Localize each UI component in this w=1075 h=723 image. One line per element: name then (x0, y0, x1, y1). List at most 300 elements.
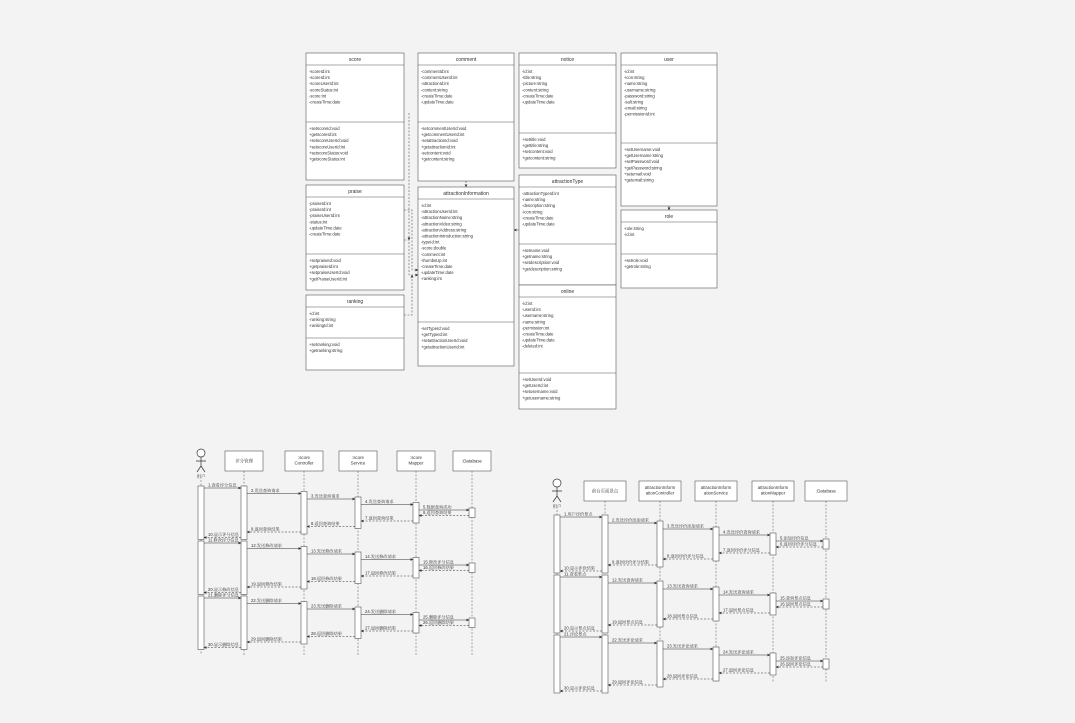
activation-bar (241, 596, 247, 650)
class-title: online (560, 289, 575, 295)
message-label: 3.发送评价添加请求 (667, 523, 704, 529)
activation-bar (823, 659, 829, 669)
message-label: 2.发送查询请求 (251, 488, 280, 493)
activation-bar (355, 497, 361, 529)
class-method: +getranking:string (309, 348, 343, 354)
message-arrow (361, 570, 413, 577)
class-attribute: -typeId:int (421, 239, 440, 245)
class-attribute: -content:string (522, 87, 549, 93)
actor-label: 用户 (196, 474, 206, 479)
class-attribute: -username:string (624, 87, 656, 93)
activation-bar (198, 486, 204, 540)
class-attribute: -attractionName:string (421, 215, 463, 221)
class-attribute: -email:string (624, 105, 647, 111)
message-label: 17.返回修改结果 (365, 570, 396, 576)
message-arrow (608, 559, 657, 566)
lifeline-header (453, 451, 491, 471)
class-attribute: -permissionId:int (624, 111, 655, 117)
message-label: 10.显示评分信息 (208, 532, 239, 537)
activation-bar (198, 541, 204, 595)
class-attribute: -id:int (624, 232, 635, 238)
message-label: 16.返回修改结果 (423, 565, 454, 570)
message-arrow (560, 511, 602, 518)
class-attribute: -description:string (522, 203, 556, 209)
activation-bar (413, 503, 419, 524)
activation-bar (657, 521, 663, 567)
message-label: 6.返回查询结果 (423, 510, 452, 515)
message-arrow (307, 575, 355, 582)
lifeline-label-line: ationMapper (760, 490, 786, 496)
class-method: +getcontent:string (421, 156, 455, 162)
message-label: 2.发送评价添加请求 (612, 517, 649, 523)
lifeline-label-line: :score (298, 455, 310, 460)
class-method: +getUserId:int (522, 383, 549, 389)
activation-bar (469, 563, 475, 573)
class-attribute: -commentId:int (421, 69, 449, 74)
class-box-score (306, 53, 404, 180)
class-attribute: -createTime:date (309, 99, 341, 105)
class-method: +setemail:void (624, 171, 651, 177)
lifeline-label-line: Mapper (408, 460, 424, 466)
message-label: 5.数据查询成功 (423, 504, 452, 510)
class-box-comment (418, 53, 514, 181)
message-arrow (247, 597, 301, 604)
class-method: +setname:void (522, 248, 550, 253)
class-attribute: -rankingId:int (309, 323, 334, 329)
class-method: +setcontent:void (522, 149, 553, 155)
lifeline-header (695, 481, 737, 501)
class-title: attractionType (551, 179, 584, 185)
lifeline-label: :Database (461, 458, 483, 464)
class-method: +setpraiseId:void (309, 258, 341, 263)
message-arrow (719, 607, 770, 614)
message-label: 17.返回景点信息 (723, 607, 754, 613)
class-method: -setattractionId:void (421, 138, 458, 144)
activation-bar (602, 635, 608, 693)
message-label: 27.返回评论信息 (723, 667, 754, 673)
class-method: +setUserId:void (522, 377, 552, 382)
message-label: 25.删除评分信息 (423, 614, 454, 620)
class-box-role (621, 210, 717, 288)
message-label: 7.返回评价评分信息 (723, 547, 760, 553)
class-method: +setattractionUserId:void (421, 338, 468, 344)
message-label: 8.返回评价评分信息 (667, 553, 704, 559)
message-arrow (608, 577, 657, 584)
class-title: comment (455, 57, 477, 63)
lifeline-header (584, 481, 626, 501)
message-arrow (776, 661, 823, 668)
class-box-attractionType (519, 175, 616, 285)
actor (196, 449, 206, 480)
class-title: user (664, 57, 674, 63)
message-arrow (560, 631, 602, 638)
class-method: +setrole:void (624, 258, 648, 263)
lifeline-label: 评分管理 (235, 458, 253, 464)
class-attribute: -name:string (522, 319, 546, 325)
message-arrow (247, 487, 301, 494)
message-label: 13.发送查询请求 (667, 583, 698, 589)
activation-bar (301, 547, 307, 590)
activation-bar (713, 527, 719, 561)
class-attribute: -content:string (421, 87, 448, 93)
message-arrow (776, 535, 823, 542)
class-relation-line (404, 275, 412, 315)
class-attribute: -picture:string (522, 81, 548, 87)
class-attribute: -id:int (522, 69, 533, 74)
message-arrow (361, 498, 413, 505)
lifeline-header (285, 451, 323, 471)
message-label: 29.返回评论信息 (612, 679, 643, 685)
class-method: +getscoreStatus:int (309, 156, 345, 162)
class-method: +setUsername:void (624, 147, 661, 152)
class-method: +setPassword:void (624, 159, 660, 165)
class-attribute: -title:string (522, 75, 542, 81)
activation-bar (241, 541, 247, 595)
message-arrow (719, 547, 770, 554)
class-relation-line (404, 210, 418, 270)
message-arrow (307, 630, 355, 637)
class-box-user (621, 53, 717, 206)
class-method: +setscoreStatus:void (309, 150, 348, 156)
class-box-attractionInformation (418, 187, 514, 366)
actor (552, 479, 562, 510)
class-title: praise (348, 189, 362, 195)
class-attribute: -praiseUserId:int (309, 213, 340, 219)
message-label: 22.发送评论请求 (612, 637, 643, 643)
lifeline-header (752, 481, 794, 501)
message-arrow (719, 649, 770, 656)
message-label: 14.发送查询请求 (723, 589, 754, 595)
class-attribute: -scoreId:int (309, 69, 330, 74)
class-attribute: -icon:string (522, 209, 543, 215)
class-attribute: -createTime:date (421, 264, 453, 269)
message-label: 1.用户评价景点 (564, 511, 593, 517)
class-method: -setTypeId:void (421, 326, 450, 331)
message-arrow (361, 515, 413, 522)
message-label: 9.返回查询结果 (251, 526, 280, 532)
class-attribute: -name:string (522, 197, 546, 203)
activation-bar (469, 618, 475, 628)
message-label: 15.查询景点信息 (780, 595, 811, 601)
class-method: +getscoreId:int (309, 132, 337, 138)
class-diagram (306, 53, 717, 409)
activation-bar (241, 486, 247, 540)
lifeline-label: :Database (815, 488, 837, 494)
class-method: +getemail:string (624, 177, 654, 183)
lifeline-label (758, 485, 789, 496)
class-method: +getcommentUserId:int (421, 132, 465, 138)
message-arrow (361, 553, 413, 560)
class-attribute: -scoreStatus:int (309, 87, 339, 93)
activation-bar (713, 647, 719, 681)
class-attribute: -deleted:int (522, 343, 543, 349)
class-method: +setscoreUserId:int (309, 144, 346, 150)
message-arrow (307, 493, 355, 500)
class-method: +getattractionUserId:int (421, 344, 465, 350)
message-arrow (719, 667, 770, 674)
class-title: notice (560, 57, 575, 63)
lifeline-label: 前台页面景点 (591, 488, 619, 494)
lifeline-label-line: attractionInform (644, 485, 676, 490)
lifeline-label-line: attractionInform (700, 485, 732, 490)
message-label: 12.发送查询请求 (612, 577, 643, 583)
class-attribute: -scoreUserId:int (309, 81, 339, 87)
message-arrow (560, 625, 602, 632)
actor-label: 用户 (552, 504, 562, 509)
message-arrow (361, 625, 413, 632)
class-attribute: -praiseId:int (309, 207, 331, 213)
message-label: 28.返回删除结果 (311, 631, 342, 636)
message-label: 29.返回删除结果 (251, 636, 282, 642)
message-label: 21.删除评分信息 (208, 592, 239, 598)
message-label: 4.发送评价查询请求 (723, 529, 760, 535)
lifeline-label (645, 485, 676, 496)
activation-bar (713, 587, 719, 621)
message-arrow (776, 655, 823, 662)
activation-bar (657, 581, 663, 627)
class-attribute: -attractionUserId:int (421, 209, 458, 215)
class-title: ranking (346, 299, 364, 305)
class-title: role (664, 214, 674, 220)
message-arrow (776, 541, 823, 548)
class-method: +getTypeId:int (421, 332, 448, 338)
actor-body-icon (196, 457, 206, 472)
message-arrow (663, 613, 713, 620)
message-label: 26.返回删除结果 (423, 620, 454, 625)
message-label: 19.返回修改结果 (251, 581, 282, 587)
message-label: 30.显示删除信息 (208, 642, 239, 647)
activation-bar (602, 515, 608, 573)
class-method: +getcontent:string (522, 155, 556, 161)
activation-bar (355, 607, 361, 639)
class-method: +setscoreUserId:void (309, 138, 349, 144)
class-attribute: -password:string (624, 93, 655, 99)
lifeline-label-line: attractionInform (757, 485, 789, 490)
class-attribute: -createTime:date (421, 93, 453, 99)
class-attribute: -score:double (421, 245, 447, 251)
lifeline-label (351, 455, 366, 466)
class-attribute: -thumbsUp:int (421, 257, 448, 263)
activation-bar (554, 515, 560, 573)
class-attribute: -attractionTypeId:int (522, 191, 559, 196)
class-method: +setranking:void (309, 342, 340, 347)
message-label: 26.返回评论信息 (780, 661, 811, 667)
class-box-notice (519, 53, 616, 168)
message-label: 10.显示评价结果 (564, 565, 595, 571)
message-arrow (663, 583, 713, 590)
class-method: +getusername:string (522, 395, 561, 401)
message-label: 11.修改评分信息 (208, 537, 239, 543)
activation-bar (301, 492, 307, 535)
message-label: 5.添加评价信息 (780, 535, 809, 541)
lifeline-header (225, 451, 263, 471)
class-attribute: -createTime:date (522, 215, 554, 221)
message-arrow (776, 595, 823, 602)
message-arrow (663, 553, 713, 560)
message-arrow (307, 603, 355, 610)
class-title: attractionInformation (443, 191, 489, 197)
class-method: +getpraiseId:int (309, 264, 338, 270)
class-attribute: -userId:int (522, 307, 541, 313)
class-attribute: -createTime:date (522, 93, 554, 99)
message-label: 20.显示景点信息 (564, 625, 595, 631)
class-method: +setscoreId:void (309, 126, 340, 131)
sequence-diagram-attraction (552, 479, 847, 693)
message-label: 23.发送评论请求 (667, 643, 698, 649)
lifeline-label-line: :score (410, 455, 422, 460)
class-attribute: -createTime:date (309, 231, 341, 237)
message-label: 7.返回查询结果 (365, 515, 394, 521)
class-attribute: -updateTime:date (309, 225, 342, 231)
message-label: 3.发送查询请求 (311, 493, 340, 499)
actor-head-icon (553, 479, 561, 487)
message-arrow (247, 526, 301, 533)
class-attribute: -scoreId:int (309, 75, 330, 81)
activation-bar (657, 641, 663, 687)
class-attribute: -permission:int (522, 325, 550, 331)
class-attribute: -id:int (421, 203, 432, 208)
message-arrow (560, 685, 602, 692)
activation-bar (770, 593, 776, 615)
class-method: +setpraiseUserId:void (309, 270, 350, 276)
message-label: 19.返回景点信息 (612, 619, 643, 625)
class-attribute: -id:int (624, 69, 635, 74)
activation-bar (823, 599, 829, 609)
message-arrow (719, 529, 770, 536)
class-attribute: -commentUserId:int (421, 75, 458, 81)
message-arrow (204, 641, 241, 648)
class-attribute: -praiseId:int (309, 201, 331, 206)
class-method: +setdescription:void (522, 260, 560, 266)
message-label: 6.返回评价评分信息 (780, 541, 817, 547)
class-box-ranking (306, 295, 404, 370)
message-arrow (608, 619, 657, 626)
message-arrow (247, 636, 301, 643)
class-attribute: -ranking:string (309, 317, 336, 323)
lifeline-header (639, 481, 681, 501)
activation-bar (602, 575, 608, 633)
message-arrow (608, 637, 657, 644)
class-attribute: -attractionVideo:string (421, 221, 462, 227)
message-arrow (247, 542, 301, 549)
class-attribute: -attractionAddress:string (421, 227, 467, 233)
message-label: 13.发送修改请求 (311, 548, 342, 554)
lifeline-header (397, 451, 435, 471)
message-arrow (361, 608, 413, 615)
class-box-online (519, 285, 616, 409)
class-method: +getUsername:string (624, 153, 663, 159)
class-attribute: -icon:string (624, 75, 645, 81)
activation-bar (413, 613, 419, 634)
class-attribute: -createTime:date (522, 331, 554, 337)
message-arrow (776, 601, 823, 608)
class-method: +getPraiseUserId:int (309, 276, 348, 282)
class-attribute: -comment:int (421, 251, 446, 257)
message-arrow (204, 592, 241, 599)
lifeline-label-line: :score (352, 455, 364, 460)
activation-bar (413, 558, 419, 579)
message-arrow (719, 589, 770, 596)
activation-bar (770, 653, 776, 675)
class-attribute: -attractionId:int (421, 81, 449, 87)
message-arrow (560, 565, 602, 572)
message-label: 9.返回评价评分结果 (612, 559, 649, 565)
class-method: +gettitle:string (522, 143, 549, 149)
class-attribute: -ranking:int (421, 276, 442, 282)
lifeline-header (805, 481, 847, 501)
class-attribute: -salt:string (624, 99, 644, 105)
message-label: 25.添加评论信息 (780, 655, 811, 661)
message-arrow (560, 571, 602, 578)
lifeline-label (409, 455, 424, 466)
message-arrow (608, 517, 657, 524)
message-label: 11.查看景点 (564, 571, 587, 577)
message-label: 23.发送删除请求 (311, 603, 342, 609)
message-arrow (204, 482, 241, 489)
class-method: +setusername:void (522, 389, 558, 395)
lifeline-label-line: ationController (645, 490, 675, 496)
class-attribute: -score:int (309, 93, 327, 99)
message-arrow (204, 537, 241, 544)
activation-bar (823, 539, 829, 549)
class-attribute: -updateTime:date (522, 99, 555, 105)
message-label: 20.显示修改信息 (208, 587, 239, 592)
class-attribute: -id:int (522, 301, 533, 306)
class-method: +getname:string (522, 254, 553, 260)
lifeline-label (701, 485, 732, 496)
sequence-diagram-score (196, 449, 491, 655)
class-attribute: -updateTime:date (421, 99, 454, 105)
class-frame (306, 295, 404, 370)
message-arrow (663, 673, 713, 680)
class-attribute: -updateTime:date (522, 221, 555, 227)
message-label: 30.显示评论信息 (564, 685, 595, 691)
activation-bar (198, 596, 204, 650)
class-attribute: -name:string (624, 81, 648, 87)
activation-bar (301, 602, 307, 645)
message-label: 24.发送删除请求 (365, 609, 396, 614)
lifeline-header (339, 451, 377, 471)
class-method: +getrole:string (624, 264, 651, 270)
message-arrow (247, 581, 301, 588)
class-attribute: -updateTime:date (421, 270, 454, 276)
message-label: 18.返回修改结果 (311, 576, 342, 581)
message-label: 28.返回评论信息 (667, 673, 698, 679)
lifeline-label-line: ationService (703, 490, 729, 496)
actor-body-icon (552, 487, 562, 502)
message-label: 27.返回删除结果 (365, 625, 396, 631)
message-label: 8.返回查询结果 (311, 521, 340, 526)
actor-head-icon (197, 449, 205, 457)
class-attribute: -id:int (309, 311, 320, 316)
message-label: 4.发送查询请求 (365, 499, 394, 504)
message-label: 16.返回景点信息 (780, 601, 811, 607)
message-arrow (663, 523, 713, 530)
message-label: 24.发送评论请求 (723, 649, 754, 655)
class-box-praise (306, 185, 404, 290)
class-method: +getdescription:string (522, 266, 562, 272)
message-label: 15.修改评分信息 (423, 559, 454, 565)
message-arrow (307, 548, 355, 555)
class-title: score (348, 57, 362, 63)
class-attribute: -updateTime:date (522, 337, 555, 343)
class-attribute: -role:string (624, 226, 644, 231)
message-arrow (307, 520, 355, 527)
class-attribute: -attractionIntroduction:string (421, 233, 473, 239)
activation-bar (469, 508, 475, 518)
class-attribute: -status:int (309, 219, 328, 225)
class-method: +getPassword:string (624, 165, 663, 171)
